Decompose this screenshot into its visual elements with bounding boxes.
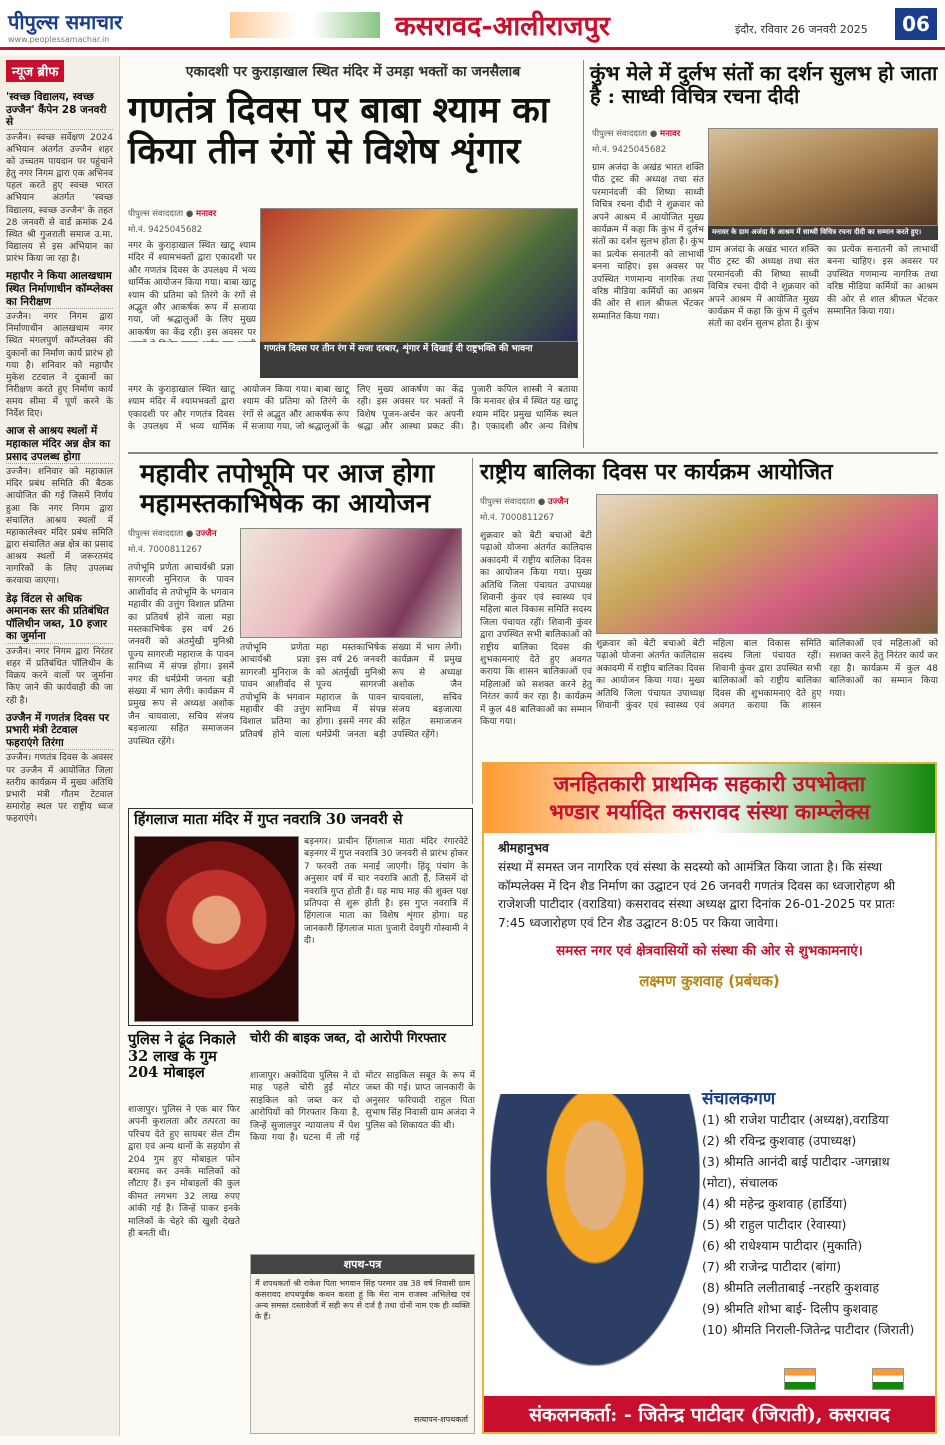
story4-body: शुक्रवार को बेटी बचाओ बेटी पढ़ाओ योजना अंतर्गत कालिदास अकादमी में राष्ट्रीय बालिका दिवस का आयोजन किया गया। मुख्य अतिथि जिला पंचायत उपाध्यक्ष शिवानी कुंवर एवं स्वास्थ्य एवं महिला बाल विकास समिति सदस्य जिला पंचायत रहीं। शिवानी कुंवर द्वारा उपस्थित सभी बालिकाओं को राष्ट्रीय बालिका दिवस की शुभकामनाएं देते हुए अवगत कराया कि शासन बालिकाओं एवं महिलाओं को सशक्त करने हेतु निरंतर कार्य कर रहा है। कार्यक्रम में कुल 48 बालिकाओं का सम्मान किया गया। xyxy=(480,531,592,728)
ad-footer: संकलनकर्ता: - जितेन्द्र पाटीदार (जिराती), कसरावद xyxy=(484,1396,935,1432)
byline-place: उज्जैन xyxy=(196,529,217,539)
director-item: (1) श्री राजेश पाटीदार (अध्यक्ष),वराडिया xyxy=(702,1112,889,1127)
director-item: (7) श्री राजेन्द्र पाटीदार (बांगा) xyxy=(702,1259,842,1274)
story2-headline: कुंभ मेले में दुर्लभ संतों का दर्शन सुलभ हो जाता है : साध्वी विचित्र रचना दीदी xyxy=(590,61,938,108)
director-item: (8) श्रीमति ललीताबाई -नरहरि कुशवाह xyxy=(702,1280,880,1295)
story5-headline: हिंगलाज माता मंदिर में गुप्त नवरात्रि 30 जनवरी से xyxy=(134,811,403,828)
story4-headline: राष्ट्रीय बालिका दिवस पर कार्यक्रम आयोजित xyxy=(480,459,833,485)
story1-kicker: एकादशी पर कुराड़ाखाल स्थित मंदिर में उमड़ा भक्तों का जनसैलाब xyxy=(185,64,521,80)
story3-phone: मो.नं. 7000811267 xyxy=(128,545,203,555)
byline-reporter: पीपुल्स संवाददाता xyxy=(480,497,536,507)
cooperative-advertisement xyxy=(482,762,937,1434)
director-item: (मोटा), संचालक xyxy=(702,1175,778,1190)
flag-icon xyxy=(872,1368,904,1390)
story1-caption: गणतंत्र दिवस पर तीन रंग में सजा दरबार, शृंगार में दिखाई दी राष्ट्रभक्ति की भावना xyxy=(260,342,578,378)
brief-body: उज्जैन। नगर निगम द्वारा निर्माणाधीन आलखधाम नगर स्थित मंगलपुर्ण कॉम्प्लेक्स की दुकानों का निर्माण कार्य प्रारंभ हो गया है। शनिवार को महापौर मुकेश टटवाल ने दुकानों का निरीक्षण करते हुए निर्माण कार्य समय सीमा में पूर्ण करने के निर्देश दिए। xyxy=(6,312,113,420)
brand-url[interactable]: www.peoplessamachar.in xyxy=(8,35,110,44)
brand-name: पीपुल्स समाचार xyxy=(8,10,123,34)
story1-byline: पीपुल्स संवाददाता ● मनावर xyxy=(128,209,217,219)
brief-body: उज्जैन। शनिवार को महाकाल मंदिर प्रबंध समिति की बैठक आयोजित की गई जिसमें निर्णय हुआ कि नगर निगम द्वारा संचालित आश्रय स्थलों में महाकालेश्वर मंदिर प्रबंध समिति द्वारा संचालित अन्न क्षेत्र का प्रसाद आश्रय स्थलों में जरूरतमंद नागरिकों के लिए उपलब्ध करवाया जाएगा। xyxy=(6,467,113,587)
story1-body-continued: नगर के कुराड़ाखाल स्थित खाटू श्याम मंदिर में श्यामभक्तों द्वारा एकादशी पर और गणतंत्र दिवस के उपलक्ष्य में भव्य धार्मिक आयोजन किया गया। बाबा खाटू श्याम की प्रतिमा को तिरंगे के रंगों से अद्भुत और आकर्षक रूप में सजाया गया, जो श्रद्धालुओं के लिए मुख्य आकर्षण का केंद्र रही। इस अवसर पर भक्तों ने विशेष पूजन-अर्चन कर अपनी श्रद्धा और आस्था प्रकट की। पुजारी कपिल शास्त्री ने बताया कि मनावर क्षेत्र में स्थित यह खाटू श्याम मंदिर प्रमुख धार्मिक स्थल है। एकादशी और अन्य विशेष xyxy=(128,385,578,433)
story2-phone: मो.नं. 9425045682 xyxy=(592,145,667,155)
story7-headline: चोरी की बाइक जब्त, दो आरोपी गिरफ्तार xyxy=(250,1031,447,1046)
brief-headline: उज्जैन में गणतंत्र दिवस पर प्रभारी मंत्री टेटवाल फहराएंगे तिरंगा xyxy=(6,712,113,751)
horizontal-divider xyxy=(128,452,938,454)
byline-reporter: पीपुल्स संवाददाता xyxy=(128,529,184,539)
story5-body: बड़नगर। प्राचीन हिंगलाज माता मंदिर रंगारवेटे बड़नगर में गुप्त नवरात्रि 30 जनवरी से प्रारंभ होकर 7 फरवरी तक मनाई जाएगी। हिंदू पंचांग के अनुसार वर्ष में चार नवरात्रि आती हैं, जिसमें दो नवरात्रि गुप्त होती हैं। यह माघ माह की शुक्ल पक्ष प्रतिपदा से शुरू होती है। इस गुप्त नवरात्रि में हिंगलाज माता का विशेष शृंगार होगा। यह जानकारी हिंगलाज माता पुजारी देवपुरी गोस्वामी ने दी। xyxy=(304,837,468,947)
story4-body-continued: शुक्रवार को बेटी बचाओ बेटी पढ़ाओ योजना अंतर्गत कालिदास अकादमी में राष्ट्रीय बालिका दिवस का आयोजन किया गया। मुख्य अतिथि जिला पंचायत उपाध्यक्ष शिवानी कुंवर एवं स्वास्थ्य एवं महिला बाल विकास समिति सदस्य जिला पंचायत रहीं। शिवानी कुंवर द्वारा उपस्थित सभी बालिकाओं को राष्ट्रीय बालिका दिवस की शुभकामनाएं देते हुए अवगत कराया कि शासन बालिकाओं एवं महिलाओं को सशक्त करने हेतु निरंतर कार्य कर रहा है। कार्यक्रम में कुल 48 बालिकाओं का सम्मान किया गया। xyxy=(596,639,938,712)
byline-place: मनावर xyxy=(196,209,217,219)
news-brief-column xyxy=(0,56,120,1436)
story2-byline: पीपुल्स संवाददाता ● मनावर xyxy=(592,129,681,139)
story4-photo xyxy=(596,494,938,634)
ad-directors xyxy=(702,1086,932,1340)
tricolor-decoration xyxy=(230,12,380,38)
brief-headline: आज से आश्रय स्थलों में महाकाल मंदिर अन्न क्षेत्र का प्रसाद उपलब्ध होगा xyxy=(6,425,113,464)
story3-headline: महावीर तपोभूमि पर आज होगा महामस्तकाभिषेक का आयोजन xyxy=(140,459,435,519)
byline-reporter: पीपुल्स संवाददाता xyxy=(128,209,184,219)
column-divider xyxy=(472,458,473,804)
ad-manager: लक्ष्मण कुशवाह (प्रबंधक) xyxy=(639,972,780,991)
ad-header xyxy=(484,764,935,833)
story4-byline: पीपुल्स संवाददाता ● उज्जैन xyxy=(480,497,569,507)
story1-phone: मो.नं. 9425045682 xyxy=(128,225,203,235)
byline-place: मनावर xyxy=(660,129,681,139)
oath-title: शपथ-पत्र xyxy=(251,1255,474,1274)
director-item: (4) श्री महेन्द्र कुशवाह (हार्डिया) xyxy=(702,1196,848,1211)
news-brief-label: न्यूज ब्रीफ xyxy=(6,60,64,82)
dateline: इंदौर, रविवार 26 जनवरी 2025 xyxy=(735,23,868,36)
directors-title: संचालकगण xyxy=(702,1089,776,1109)
story2-photo xyxy=(708,128,938,226)
masthead xyxy=(0,0,945,50)
story1-body: नगर के कुराड़ाखाल स्थित खाटू श्याम मंदिर में श्यामभक्तों द्वारा एकादशी पर और गणतंत्र दिवस के उपलक्ष्य में भव्य धार्मिक आयोजन किया गया। बाबा खाटू श्याम की प्रतिमा को तिरंगे के रंगों से अद्भुत और आकर्षक रूप में सजाया गया, जो श्रद्धालुओं के लिए मुख्य आकर्षण का केंद्र रही। इस अवसर पर xyxy=(128,241,256,338)
ad-salutation: श्रीमहानुभव xyxy=(498,840,549,855)
ad-title-line1: जनहितकारी प्राथमिक सहकारी उपभोक्ता xyxy=(553,771,866,796)
ad-invitation-text: संस्था में समस्त जन नागरिक एवं संस्था के सदस्यो को आमंत्रित किया जाता है। कि संस्था कॉम्पलेक्स में दिन शैड निर्माण का उद्घाटन एवं 26 जनवरी गणतंत्र दिवस का ध्वजारोहण श्री राजेशजी पाटीदार (वराडिया) कसरावद संस्था अध्यक्ष द्वारा दिनांक 26-01-2025 पर प्रातः 7:45 ध्वजारोहण एवं टिन शैड उद्घाटन 8:05 पर किया जावेगा। xyxy=(498,859,896,931)
brief-headline: डेढ़ विंटल से अधिक अमानक स्तर की प्रतिबंधित पॉलिथीन जब्त, 10 हजार का जुर्माना xyxy=(6,593,113,644)
story6-body: शाजापुर। पुलिस ने एक बार फिर अपनी कुशलता और तत्परता का परिचय देते हुए सायबर सेल टीम द्वारा एवं अन्य थानों के सहयोग से 204 गुम हुए मोबाइल फोन बरामद कर उनके मालिकों को लौटाए हैं। इन मोबाइलों की कुल कीमत लगभग 32 लाख रुपए आंकी गई है। जिन्हें पाकर इनके मालिकों के चेहरे की खुशी देखते ही बनती थी। xyxy=(128,1105,240,1240)
directors-list xyxy=(702,1109,932,1340)
oath-body: मैं शपथकर्ता श्री राकेश पिता भगवान सिंह परमार उम्र 38 वर्ष निवासी ग्राम कसरावद शपथपूर्वक कथन करता हूं कि मेरा नाम राजस्व अभिलेख एवं अन्य समस्त दस्तावेजों में सही रूप से दर्ज है तथा दोनों नाम एक ही व्यक्ति के हैं। xyxy=(255,1279,470,1322)
page-number: 06 xyxy=(895,8,937,40)
brief-body: उज्जैन। नगर निगम द्वारा निरंतर शहर में प्रतिबंधित पॉलिथीन के विक्रय करने वालों पर जुर्माना किए जाने की कार्यवाही की जा रही है। xyxy=(6,646,113,706)
story3-byline: पीपुल्स संवाददाता ● उज्जैन xyxy=(128,529,217,539)
brand-logo xyxy=(8,8,122,44)
section-title: कसरावद-आलीराजपुर xyxy=(395,11,610,42)
ad-title-line2: भण्डार मर्यादित कसरावद संस्था काम्प्लेक्स xyxy=(549,799,870,825)
director-item: (3) श्रीमति आनंदी बाई पाटीदार -जगन्नाथ xyxy=(702,1154,890,1169)
story3-body: तपोभूमि प्रणेता आचार्यश्री प्रज्ञा सागरजी मुनिराज के पावन आशीर्वाद से तपोभूमि के भगवान महावीर की उत्तुंग विशाल प्रतिमा का प्रतिवर्ष होने वाला महा मस्तकाभिषेक इस वर्ष 26 जनवरी को अंतर्मुखी मुनिश्री पूज्य सागरजी महाराज के पावन सानिध्य में संपन्न होगा। इसमें नगर की धर्मप्रेमी जनता बड़ी संख्या में भाग लेगी। कार्यक्रम में प्रमुख रूप से अध्यक्ष अशोक जैन चायवाला, सचिव संजय बड़जात्या सहित समाजजन उपस्थित रहेंगे। xyxy=(128,563,234,747)
story3-body-continued: तपोभूमि प्रणेता आचार्यश्री प्रज्ञा सागरजी मुनिराज के पावन आशीर्वाद से तपोभूमि के भगवान महावीर की उत्तुंग विशाल प्रतिमा का प्रतिवर्ष होने वाला महा मस्तकाभिषेक इस वर्ष 26 जनवरी को अंतर्मुखी मुनिश्री पूज्य सागरजी महाराज के पावन सानिध्य में संपन्न होगा। इसमें नगर की धर्मप्रेमी जनता बड़ी संख्या में भाग लेगी। कार्यक्रम में प्रमुख रूप से अध्यक्ष अशोक जैन चायवाला, सचिव संजय बड़जात्या सहित समाजजन उपस्थित रहेंगे। xyxy=(240,643,462,740)
ad-portrait-photo xyxy=(490,1094,700,1366)
brief-body: उज्जैन। स्वच्छ सर्वेक्षण 2024 अभियान अंतर्गत उज्जैन शहर को उच्चतम पायदान पर पहुंचाने हेतु नगर निगम द्वारा एक अभिनव पहल करते हुए स्वच्छ भारत अभियान अंतर्गत 'स्वच्छ विद्यालय, स्वच्छ उज्जैन' के तहत 28 जनवरी से वार्ड क्रमांक 24 स्थित श्री गुजराती समाज उ.मा. विद्यालय से इस अभियान का प्रारंभ किया जा रहा है। xyxy=(6,132,113,265)
brief-headline: 'स्वच्छ विद्यालय, स्वच्छ उज्जैन' कैंपेन 28 जनवरी से xyxy=(6,91,113,130)
story1-headline: गणतंत्र दिवस पर बाबा श्याम का किया तीन रंगों से विशेष शृंगार xyxy=(128,89,550,173)
byline-place: उज्जैन xyxy=(548,497,569,507)
column-divider xyxy=(583,60,584,448)
story5-photo xyxy=(134,836,299,1022)
story2-body: ग्राम अजंदा के अखंड भारत शक्ति पीठ ट्रस्ट की अध्यक्ष तथा संत परमानंदजी की शिष्या साध्वी विचित्र रचना दीदी ने शुक्रवार को अपने आश्रम में आयोजित मुख्य कार्यक्रम में कहा कि कुंभ में दुर्लभ संतों का दर्शन सुलभ होता है। कुंभ का प्रत्येक सनातनी को लाभार्थी बनना चाहिए। इस अवसर पर उपस्थित गणमान्य नागरिक तथा वरिष्ठ मीडिया कर्मियों का आश्रम की ओर से शाल श्रीफल भेंटकर सम्मानित किया गया। xyxy=(592,163,704,322)
brief-body: उज्जैन। गणतंत्र दिवस के अवसर पर उज्जैन में आयोजित जिला स्तरीय कार्यक्रम में मुख्य अतिथि प्रभारी मंत्री गौतम टेटवाल समारोह स्थल पर राष्ट्रीय ध्वज फहराएंगे। xyxy=(6,753,113,825)
story3-photo xyxy=(240,528,462,638)
ad-wishes: समस्त नगर एवं क्षेत्रवासियों को संस्था की ओर से शुभकामनाएं। xyxy=(556,943,863,960)
story2-body-continued: ग्राम अजंदा के अखंड भारत शक्ति पीठ ट्रस्ट की अध्यक्ष तथा संत परमानंदजी की शिष्या साध्वी विचित्र रचना दीदी ने शुक्रवार को अपने आश्रम में आयोजित मुख्य कार्यक्रम में कहा कि कुंभ में दुर्लभ संतों का दर्शन सुलभ होता है। कुंभ का प्रत्येक सनातनी को लाभार्थी बनना चाहिए। इस अवसर पर उपस्थित गणमान्य नागरिक तथा वरिष्ठ मीडिया कर्मियों का आश्रम की ओर से शाल श्रीफल भेंटकर सम्मानित किया गया। xyxy=(708,245,938,330)
story4-phone: मो.नं. 7000811267 xyxy=(480,513,555,523)
ad-body xyxy=(484,833,935,1000)
director-item: (9) श्रीमति शोभा बाई- दिलीप कुशवाह xyxy=(702,1301,878,1316)
flag-icon xyxy=(784,1368,816,1390)
brief-headline: महापौर ने किया आलखधाम स्थित निर्माणाधीन कॉम्प्लेक्स का निरीक्षण xyxy=(6,270,113,308)
story2-caption: मनावर के ग्राम अजंदा के आश्रम में साध्वी विचित्र रचना दीदी का सम्मान करते हुए। xyxy=(708,226,938,240)
oath-sign: सत्यापन-शपथकर्ता xyxy=(413,1415,468,1424)
story1-photo xyxy=(260,208,578,342)
story7-body: शाजापुर। अकोदिया पुलिस ने दो माह पहले चोरी हुई मोटर साइकिल को जब्त कर दो आरोपियों को गिरफ्तार किया है, जिन्हें सुजालपुर न्यायालय में पेश किया गया है। घटना में ली गई मोटर साइकिल सबूत के रूप में जब्त की गई। प्राप्त जानकारी के अनुसार फरियादी राहुल पिता सुभाष सिंह निवासी ग्राम अजंदा ने पुलिस को शिकायत की थी। xyxy=(250,1071,475,1144)
oath-notice xyxy=(250,1254,475,1434)
byline-reporter: पीपुल्स संवाददाता xyxy=(592,129,648,139)
director-item: (5) श्री राहुल पाटीदार (रेवास्या) xyxy=(702,1217,847,1232)
director-item: (6) श्री राधेश्याम पाटीदार (मुकाति) xyxy=(702,1238,863,1253)
story6-headline: पुलिस ने ढूंढ निकाले 32 लाख के गुम 204 मोबाइल xyxy=(128,1031,236,1082)
director-item: (10) श्रीमति निराली-जितेन्द्र पाटीदार (जिराती) xyxy=(702,1322,915,1337)
director-item: (2) श्री रविन्द्र कुशवाह (उपाध्यक्ष) xyxy=(702,1133,857,1148)
